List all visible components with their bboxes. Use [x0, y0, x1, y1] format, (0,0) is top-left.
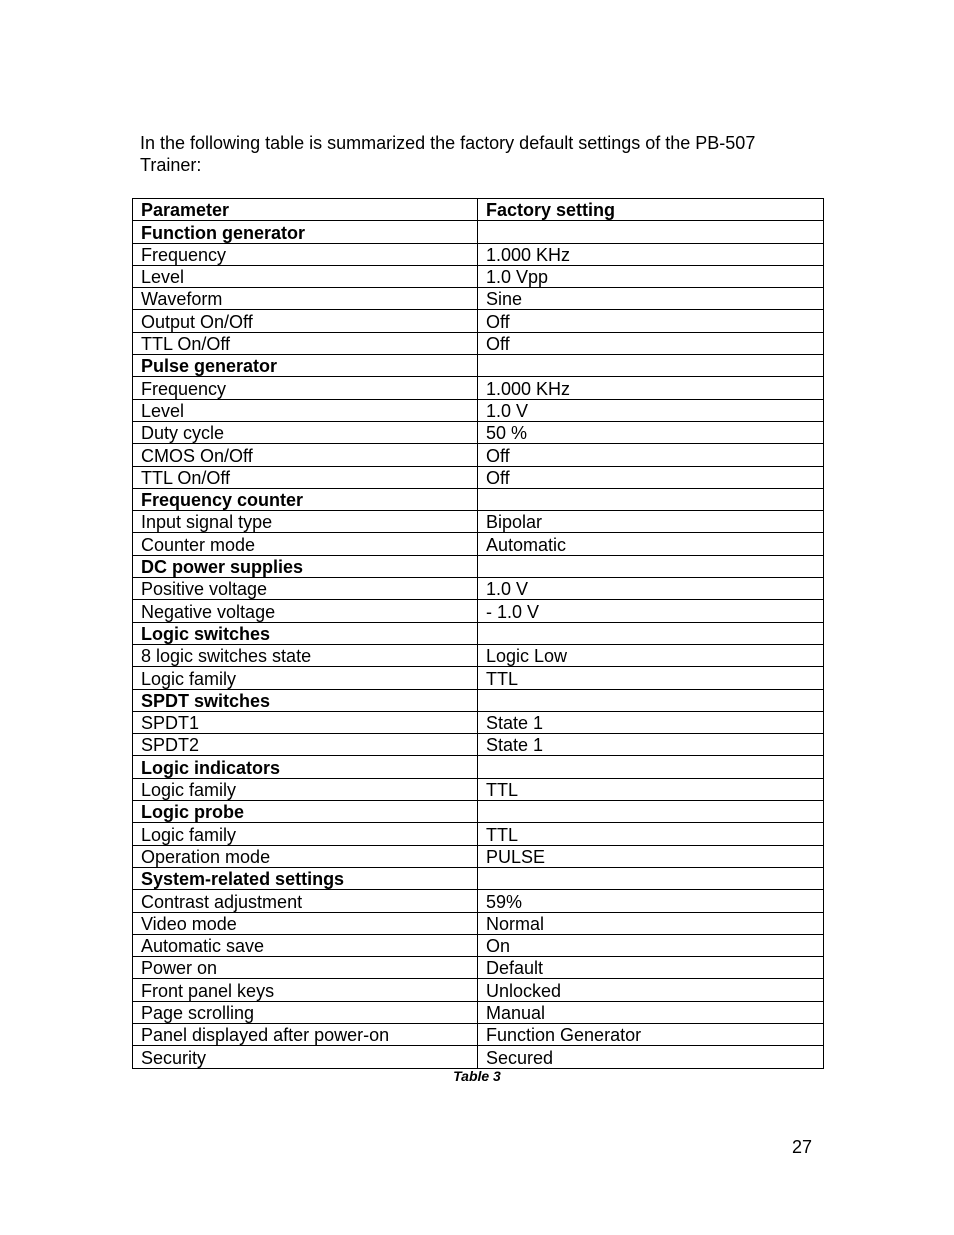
- parameter-cell: Negative voltage: [133, 600, 478, 622]
- section-title: Logic indicators: [133, 756, 478, 778]
- table-row: [133, 310, 824, 332]
- parameter-cell: Frequency: [133, 243, 478, 265]
- table-row: [133, 421, 824, 443]
- table-row: [133, 734, 824, 756]
- parameter-cell: SPDT2: [133, 734, 478, 756]
- setting-cell: [478, 689, 824, 711]
- table-row: [133, 1046, 824, 1068]
- setting-cell: State 1: [478, 734, 824, 756]
- parameter-cell: 8 logic switches state: [133, 644, 478, 666]
- setting-cell: Unlocked: [478, 979, 824, 1001]
- setting-cell: On: [478, 934, 824, 956]
- setting-cell: Secured: [478, 1046, 824, 1068]
- parameter-cell: Front panel keys: [133, 979, 478, 1001]
- setting-cell: TTL: [478, 667, 824, 689]
- parameter-cell: Level: [133, 399, 478, 421]
- setting-cell: [478, 221, 824, 243]
- table-body: [133, 221, 824, 1068]
- section-title: Pulse generator: [133, 355, 478, 377]
- parameter-cell: Video mode: [133, 912, 478, 934]
- parameter-cell: Logic family: [133, 667, 478, 689]
- setting-cell: Logic Low: [478, 644, 824, 666]
- parameter-cell: Power on: [133, 957, 478, 979]
- table-row: [133, 979, 824, 1001]
- setting-cell: TTL: [478, 778, 824, 800]
- setting-cell: [478, 756, 824, 778]
- table-row: [133, 288, 824, 310]
- table-row: [133, 511, 824, 533]
- setting-cell: Manual: [478, 1001, 824, 1023]
- setting-cell: Off: [478, 444, 824, 466]
- section-row: [133, 355, 824, 377]
- parameter-cell: TTL On/Off: [133, 332, 478, 354]
- setting-cell: [478, 622, 824, 644]
- section-row: [133, 756, 824, 778]
- table-row: [133, 243, 824, 265]
- table-row: [133, 934, 824, 956]
- setting-cell: Sine: [478, 288, 824, 310]
- table-row: [133, 466, 824, 488]
- section-row: [133, 488, 824, 510]
- table-row: [133, 444, 824, 466]
- parameter-cell: Waveform: [133, 288, 478, 310]
- setting-cell: [478, 555, 824, 577]
- parameter-cell: Logic family: [133, 778, 478, 800]
- section-title: Function generator: [133, 221, 478, 243]
- table-row: [133, 265, 824, 287]
- parameter-cell: Security: [133, 1046, 478, 1068]
- parameter-cell: Contrast adjustment: [133, 890, 478, 912]
- parameter-cell: Operation mode: [133, 845, 478, 867]
- parameter-cell: Panel displayed after power-on: [133, 1023, 478, 1045]
- table-row: [133, 644, 824, 666]
- setting-cell: Off: [478, 332, 824, 354]
- setting-cell: Bipolar: [478, 511, 824, 533]
- table-row: [133, 1001, 824, 1023]
- setting-cell: [478, 355, 824, 377]
- header-parameter: Parameter: [133, 199, 478, 221]
- table-row: [133, 1023, 824, 1045]
- setting-cell: Off: [478, 466, 824, 488]
- setting-cell: Normal: [478, 912, 824, 934]
- setting-cell: Automatic: [478, 533, 824, 555]
- setting-cell: [478, 801, 824, 823]
- parameter-cell: Counter mode: [133, 533, 478, 555]
- section-title: Logic probe: [133, 801, 478, 823]
- setting-cell: 59%: [478, 890, 824, 912]
- section-row: [133, 555, 824, 577]
- setting-cell: State 1: [478, 711, 824, 733]
- setting-cell: 1.000 KHz: [478, 377, 824, 399]
- section-row: [133, 867, 824, 889]
- section-row: [133, 801, 824, 823]
- table-row: [133, 377, 824, 399]
- parameter-cell: TTL On/Off: [133, 466, 478, 488]
- setting-cell: Off: [478, 310, 824, 332]
- table-row: [133, 890, 824, 912]
- parameter-cell: Page scrolling: [133, 1001, 478, 1023]
- section-row: [133, 622, 824, 644]
- factory-settings-table: [132, 198, 824, 1069]
- section-title: Logic switches: [133, 622, 478, 644]
- section-row: [133, 689, 824, 711]
- page-number: 27: [792, 1137, 813, 1157]
- setting-cell: 1.000 KHz: [478, 243, 824, 265]
- parameter-cell: Input signal type: [133, 511, 478, 533]
- section-title: Frequency counter: [133, 488, 478, 510]
- table-row: [133, 332, 824, 354]
- section-title: DC power supplies: [133, 555, 478, 577]
- section-title: System-related settings: [133, 867, 478, 889]
- setting-cell: TTL: [478, 823, 824, 845]
- section-title: SPDT switches: [133, 689, 478, 711]
- table-row: [133, 399, 824, 421]
- setting-cell: 1.0 V: [478, 578, 824, 600]
- setting-cell: - 1.0 V: [478, 600, 824, 622]
- parameter-cell: CMOS On/Off: [133, 444, 478, 466]
- table-row: [133, 578, 824, 600]
- intro-paragraph: In the following table is summarized the factory default settings of the PB-507 Trainer:: [140, 133, 756, 175]
- table-row: [133, 823, 824, 845]
- parameter-cell: Automatic save: [133, 934, 478, 956]
- parameter-cell: SPDT1: [133, 711, 478, 733]
- setting-cell: PULSE: [478, 845, 824, 867]
- parameter-cell: Positive voltage: [133, 578, 478, 600]
- table-header-row: [133, 199, 824, 221]
- setting-cell: [478, 488, 824, 510]
- setting-cell: 1.0 V: [478, 399, 824, 421]
- table-row: [133, 845, 824, 867]
- parameter-cell: Duty cycle: [133, 421, 478, 443]
- parameter-cell: Logic family: [133, 823, 478, 845]
- parameter-cell: Level: [133, 265, 478, 287]
- table-row: [133, 711, 824, 733]
- table-row: [133, 957, 824, 979]
- table-row: [133, 912, 824, 934]
- setting-cell: [478, 867, 824, 889]
- setting-cell: Default: [478, 957, 824, 979]
- section-row: [133, 221, 824, 243]
- table-row: [133, 600, 824, 622]
- parameter-cell: Output On/Off: [133, 310, 478, 332]
- table-row: [133, 533, 824, 555]
- setting-cell: 1.0 Vpp: [478, 265, 824, 287]
- table-row: [133, 667, 824, 689]
- header-factory-setting: Factory setting: [478, 199, 824, 221]
- table-row: [133, 778, 824, 800]
- table-caption: Table 3: [453, 1068, 501, 1084]
- setting-cell: 50 %: [478, 421, 824, 443]
- setting-cell: Function Generator: [478, 1023, 824, 1045]
- parameter-cell: Frequency: [133, 377, 478, 399]
